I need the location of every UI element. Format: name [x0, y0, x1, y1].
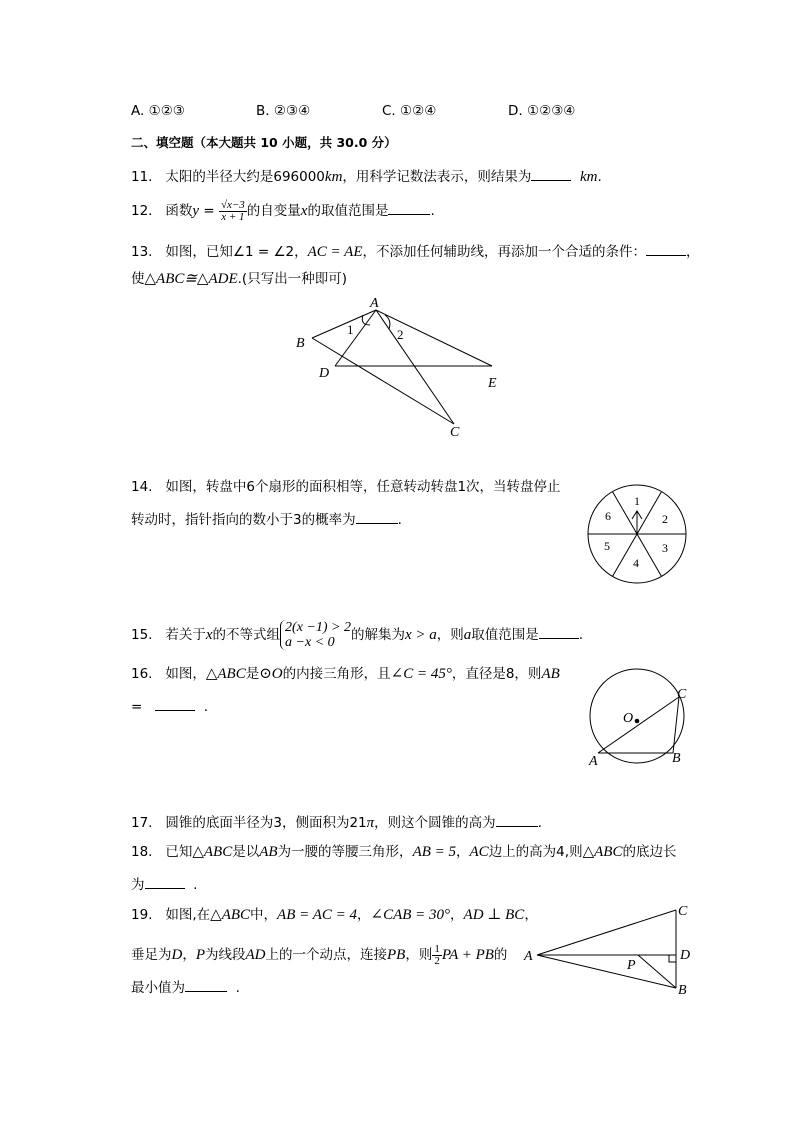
option-b: B. ②③④ [256, 103, 311, 119]
question-13-line2: 使△ABC≅△ADE.(只写出一种即可) [131, 271, 347, 287]
figure-16 [582, 664, 702, 774]
question-15: 15. 若关于x的不等式组 2(x −1) > 2 a −x < 0 的解集为x > a，则a取值范围是 . [131, 620, 584, 650]
answer-blank[interactable] [531, 166, 571, 181]
sector-label: 5 [604, 539, 610, 553]
label-b: B [296, 336, 305, 351]
question-17: 17. 圆锥的底面半径为3，侧面积为21π，则这个圆锥的高为 . [131, 812, 542, 832]
segment-ab [537, 955, 676, 988]
answer-blank[interactable] [155, 696, 195, 711]
option-d: D. ①②③④ [508, 103, 576, 119]
figure-14-spinner [582, 479, 692, 589]
question-16-line2: = . [131, 696, 208, 716]
answer-blank[interactable] [496, 812, 538, 827]
figure-13 [290, 292, 530, 442]
label-b: B [678, 983, 687, 998]
segment-ae [376, 310, 492, 366]
question-18-line2: 为 . [131, 874, 197, 894]
sector-label: 6 [605, 509, 611, 523]
sector-label: 2 [662, 512, 668, 526]
question-12: 12. 函数y = $\frac{√x-3}{x + 1}$ 的自变量x的取值范围是 . [131, 198, 435, 223]
question-19-line2: 垂足为D，P为线段AD上的一个动点，连接PB，则 $\frac{1}{2}$ PA + PB的 [131, 942, 508, 967]
label-e: E [488, 376, 497, 391]
answer-blank[interactable] [388, 200, 430, 215]
label-a: A [589, 754, 598, 769]
section-title: 二、填空题（本大题共 10 小题，共 30.0 分） [131, 135, 397, 150]
right-angle-mark [669, 955, 676, 962]
inequality-system: 2(x −1) > 2 a −x < 0 [280, 620, 351, 650]
label-o: O [623, 711, 634, 726]
question-14: 14. 如图，转盘中6个扇形的面积相等，任意转动转盘1次，当转盘停止 [131, 479, 561, 495]
segment-ab [312, 310, 376, 338]
center-point [635, 719, 640, 724]
question-16: 16. 如图，△ABC是⊙O的内接三角形，且∠C = 45°，直径是8，则AB [131, 666, 560, 682]
label-a: A [524, 949, 533, 964]
segment-bc [673, 697, 679, 753]
label-a: A [370, 296, 379, 311]
answer-blank[interactable] [145, 874, 185, 889]
label-c: C [677, 687, 687, 702]
question-11: 11. 太阳的半径大约是696000km，用科学记数法表示，则结果为 km. [131, 166, 602, 186]
option-a: A. ①②③ [131, 103, 185, 119]
label-2: 2 [397, 327, 404, 342]
segment-bc [312, 338, 454, 424]
figure-19 [522, 902, 702, 1002]
question-13: 13. 如图，已知∠1 = ∠2，AC = AE，不添加任何辅助线，再添加一个合适的条件： ， [131, 241, 699, 261]
question-19-line3: 最小值为 . [131, 977, 240, 997]
label-p: P [627, 958, 636, 973]
sector-label: 3 [662, 541, 668, 555]
answer-blank[interactable] [185, 977, 227, 992]
label-c: C [450, 425, 460, 440]
fraction: $\frac{√x-3}{x + 1}$ [220, 198, 245, 223]
sector-label: 1 [634, 494, 640, 508]
question-14-line2: 转动时，指针指向的数小于3的概率为 . [131, 509, 402, 529]
label-c: C [678, 904, 688, 919]
label-d: D [319, 366, 330, 381]
answer-blank[interactable] [539, 624, 579, 639]
label-d: D [680, 948, 691, 963]
option-c: C. ①②④ [382, 103, 437, 119]
sector-label: 4 [633, 556, 639, 570]
fraction-half: $\frac{1}{2}$ [434, 942, 440, 967]
answer-blank[interactable] [356, 509, 398, 524]
question-19: 19. 如图,在△ABC中，AB = AC = 4，∠CAB = 30°，AD ⊥ BC， [131, 907, 538, 923]
label-b: B [672, 751, 681, 766]
answer-blank[interactable] [646, 241, 686, 256]
segment-ac [598, 697, 679, 753]
segment-ac [376, 310, 454, 424]
question-18: 18. 已知△ABC是以AB为一腰的等腰三角形，AB = 5，AC边上的高为4,则△ABC的底边长 [131, 844, 677, 860]
segment-ad [335, 310, 376, 366]
label-1: 1 [347, 322, 354, 337]
segment-ac [537, 910, 676, 955]
